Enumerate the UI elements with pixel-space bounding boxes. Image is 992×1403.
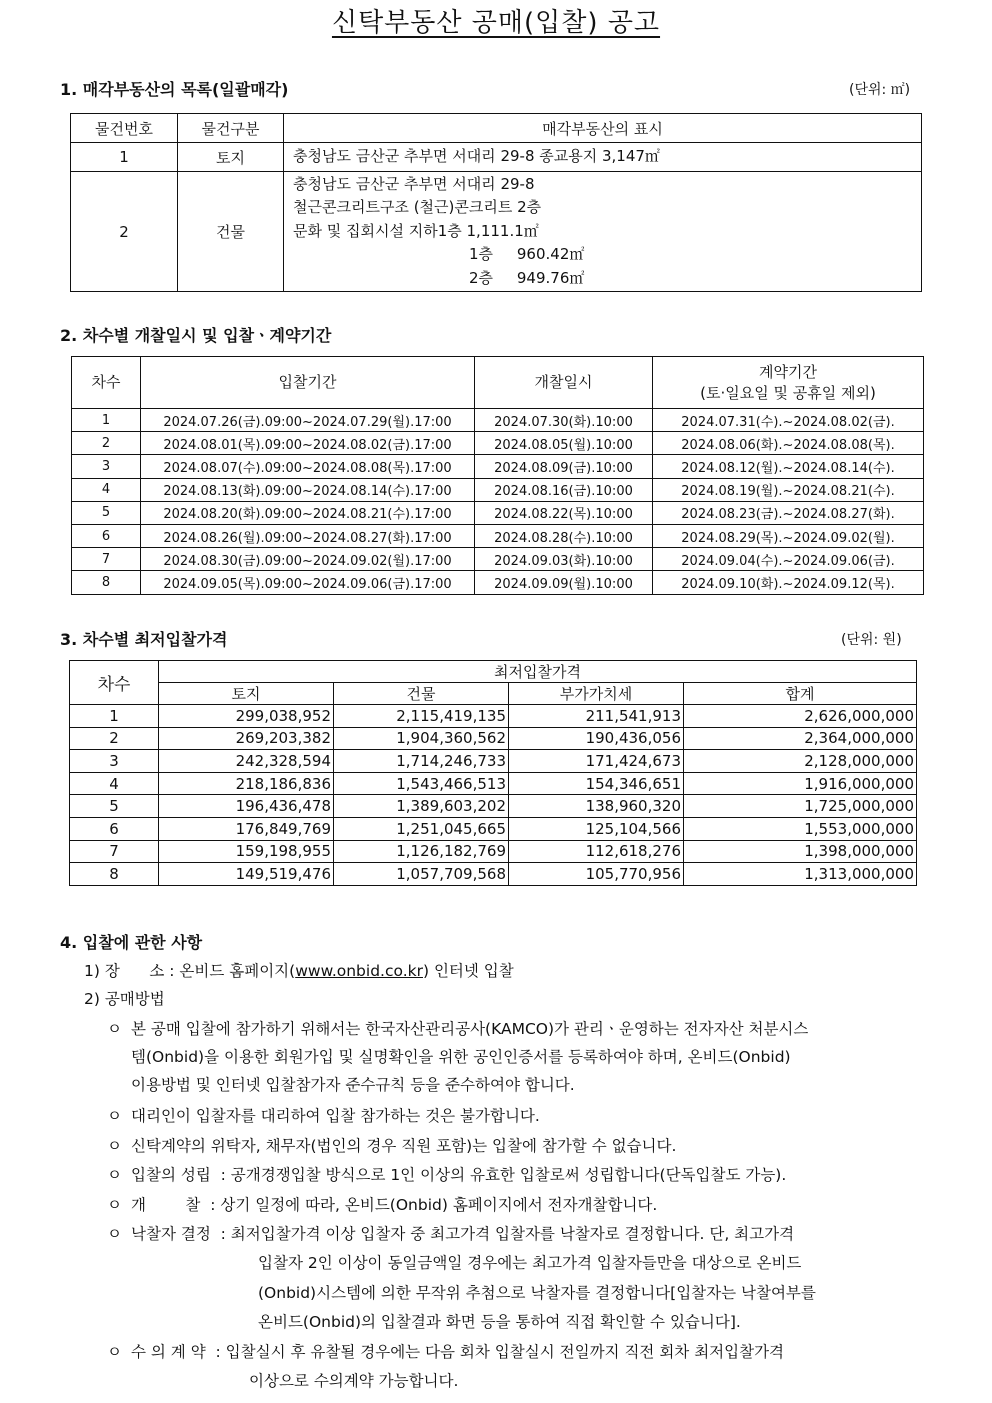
land-price-cell: 218,186,836: [159, 772, 334, 795]
rule-line: 수 의 계 약 : 입찰실시 후 유찰될 경우에는 다음 회차 입찰실시 전일까지 직전 회차 최저입찰가격: [131, 1343, 785, 1361]
total-cell: 1,553,000,000: [684, 817, 917, 840]
vat-cell: 190,436,056: [509, 727, 684, 750]
bid-location: [84, 959, 514, 981]
rule-line: 본 공매 입찰에 참가하기 위해서는 한국자산관리공사(KAMCO)가 관리ㆍ운영하는 전자자산 처분시스: [131, 1020, 809, 1038]
bullet: ㅇ: [107, 1225, 122, 1243]
table-row: [70, 795, 917, 818]
section3-heading: 3. 차수별 최저입찰가격: [60, 630, 228, 649]
header-bid-period: 입찰기간: [141, 357, 475, 409]
bid-period-cell: 2024.08.20(화).09:00~2024.08.21(수).17:00: [141, 501, 475, 524]
rule-line: 온비드(Onbid)의 입찰결과 화면 등을 통하여 직접 확인할 수 있습니다].: [258, 1313, 741, 1331]
table-row: [70, 840, 917, 863]
contract-period-cell: 2024.07.31(수).~2024.08.02(금).: [653, 409, 924, 432]
table-row: [72, 571, 924, 594]
vat-cell: 154,346,651: [509, 772, 684, 795]
table-row: [72, 501, 924, 524]
opening-cell: 2024.08.16(금).10:00: [475, 478, 653, 501]
header-building: 건물: [334, 683, 509, 705]
header-item-desc: 매각부동산의 표시: [284, 114, 922, 143]
price-table-subheader: [70, 683, 917, 705]
rule-line: 입찰의 성립 : 공개경쟁입찰 방식으로 1인 이상의 유효한 입찰로써 성립합니다(단독입찰도 가능).: [131, 1166, 787, 1184]
desc-line: 철근콘크리트구조 (철근)콘크리트 2층: [293, 198, 542, 217]
bid-period-cell: 2024.08.01(목).09:00~2024.08.02(금).17:00: [141, 432, 475, 455]
opening-cell: 2024.08.28(수).10:00: [475, 524, 653, 547]
opening-cell: 2024.09.03(화).10:00: [475, 548, 653, 571]
item-desc: [284, 143, 922, 172]
table-row: [70, 863, 917, 886]
total-cell: 1,725,000,000: [684, 795, 917, 818]
rule-line: 템(Onbid)을 이용한 회원가입 및 실명확인을 위한 공인인증서를 등록하여야 하며, 온비드(Onbid): [131, 1048, 791, 1066]
desc-line: 2층 949.76㎡: [469, 268, 585, 287]
building-price-cell: 2,115,419,135: [334, 705, 509, 728]
price-table-header: [70, 661, 917, 683]
property-table-header: [71, 114, 922, 143]
round-cell: 5: [72, 501, 141, 524]
round-cell: 8: [72, 571, 141, 594]
round-cell: 3: [70, 750, 159, 773]
contract-period-cell: 2024.08.06(화).~2024.08.08(목).: [653, 432, 924, 455]
bullet: ㅇ: [107, 1137, 122, 1155]
table-row: [72, 548, 924, 571]
property-table: [70, 113, 922, 292]
opening-cell: 2024.08.09(금).10:00: [475, 455, 653, 478]
vat-cell: 105,770,956: [509, 863, 684, 886]
building-price-cell: 1,251,045,665: [334, 817, 509, 840]
table-row: [70, 705, 917, 728]
bullet: ㅇ: [107, 1107, 122, 1125]
section1-unit: (단위: ㎡): [849, 82, 911, 98]
opening-cell: 2024.07.30(화).10:00: [475, 409, 653, 432]
opening-cell: 2024.08.22(목).10:00: [475, 501, 653, 524]
vat-cell: 211,541,913: [509, 705, 684, 728]
vat-cell: 112,618,276: [509, 840, 684, 863]
land-price-cell: 196,436,478: [159, 795, 334, 818]
total-cell: 2,364,000,000: [684, 727, 917, 750]
rule-line: 입찰자 2인 이상이 동일금액일 경우에는 최고가격 입찰자들만을 대상으로 온비드: [258, 1254, 802, 1272]
item-desc: [284, 172, 922, 292]
table-row: [72, 455, 924, 478]
rule-line: (Onbid)시스템에 의한 무작위 추첨으로 낙찰자를 결정합니다[입찰자는 낙찰여부를: [258, 1284, 816, 1302]
total-cell: 1,313,000,000: [684, 863, 917, 886]
bullet: ㅇ: [107, 1020, 122, 1038]
round-cell: 2: [70, 727, 159, 750]
building-price-cell: 1,057,709,568: [334, 863, 509, 886]
round-cell: 3: [72, 455, 141, 478]
contract-period-cell: 2024.09.04(수).~2024.09.06(금).: [653, 548, 924, 571]
header-round: 차수: [70, 661, 159, 705]
table-row: [71, 172, 922, 292]
building-price-cell: 1,543,466,513: [334, 772, 509, 795]
round-cell: 7: [72, 548, 141, 571]
price-table: [69, 660, 917, 886]
bullet: ㅇ: [107, 1343, 122, 1361]
round-cell: 1: [70, 705, 159, 728]
header-item-type: 물건구분: [178, 114, 284, 143]
vat-cell: 171,424,673: [509, 750, 684, 773]
desc-line: 문화 및 집회시설 지하1층 1,111.1㎡: [293, 221, 539, 240]
item-no: 2: [71, 172, 178, 292]
land-price-cell: 242,328,594: [159, 750, 334, 773]
desc-line: 충청남도 금산군 추부면 서대리 29-8 종교용지 3,147㎡: [293, 147, 660, 166]
bid-period-cell: 2024.08.30(금).09:00~2024.09.02(월).17:00: [141, 548, 475, 571]
bid-location-label: 1) 장 소 : 온비드 홈페이지(: [84, 962, 296, 980]
header-total: 합계: [684, 683, 917, 705]
round-cell: 6: [70, 817, 159, 840]
opening-cell: 2024.08.05(월).10:00: [475, 432, 653, 455]
bid-period-cell: 2024.08.13(화).09:00~2024.08.14(수).17:00: [141, 478, 475, 501]
contract-period-cell: 2024.08.23(금).~2024.08.27(화).: [653, 501, 924, 524]
header-vat: 부가가치세: [509, 683, 684, 705]
table-row: [70, 727, 917, 750]
rule-line: 이용방법 및 인터넷 입찰참가자 준수규칙 등을 준수하여야 합니다.: [131, 1076, 575, 1094]
table-row: [70, 772, 917, 795]
rule-line: 신탁계약의 위탁자, 채무자(법인의 경우 직원 포함)는 입찰에 참가할 수 없습니다.: [131, 1137, 677, 1155]
rule-line: 대리인이 입찰자를 대리하여 입찰 참가하는 것은 불가합니다.: [131, 1107, 540, 1125]
header-contract-period: [653, 357, 924, 409]
building-price-cell: 1,904,360,562: [334, 727, 509, 750]
page-title: 신탁부동산 공매(입찰) 공고: [331, 8, 661, 38]
total-cell: 1,916,000,000: [684, 772, 917, 795]
round-cell: 8: [70, 863, 159, 886]
round-cell: 4: [72, 478, 141, 501]
schedule-table-header: [72, 357, 924, 409]
round-cell: 1: [72, 409, 141, 432]
contract-period-cell: 2024.08.12(월).~2024.08.14(수).: [653, 455, 924, 478]
land-price-cell: 176,849,769: [159, 817, 334, 840]
contract-period-cell: 2024.08.19(월).~2024.08.21(수).: [653, 478, 924, 501]
vat-cell: 138,960,320: [509, 795, 684, 818]
bid-period-cell: 2024.08.07(수).09:00~2024.08.08(목).17:00: [141, 455, 475, 478]
table-row: [72, 478, 924, 501]
rule-line: 이상으로 수의계약 가능합니다.: [249, 1372, 459, 1390]
item-type: 토지: [178, 143, 284, 172]
schedule-table: [71, 356, 924, 595]
building-price-cell: 1,126,182,769: [334, 840, 509, 863]
round-cell: 2: [72, 432, 141, 455]
round-cell: 4: [70, 772, 159, 795]
item-type: 건물: [178, 172, 284, 292]
land-price-cell: 149,519,476: [159, 863, 334, 886]
total-cell: 1,398,000,000: [684, 840, 917, 863]
header-opening: 개찰일시: [475, 357, 653, 409]
table-row: [72, 409, 924, 432]
contract-period-label: 계약기간: [759, 362, 817, 381]
header-item-no: 물건번호: [71, 114, 178, 143]
section4-heading: 4. 입찰에 관한 사항: [60, 933, 203, 952]
header-land: 토지: [159, 683, 334, 705]
vat-cell: 125,104,566: [509, 817, 684, 840]
rule-line: 개 찰 : 상기 일정에 따라, 온비드(Onbid) 홈페이지에서 전자개찰합니다.: [131, 1196, 658, 1214]
building-price-cell: 1,389,603,202: [334, 795, 509, 818]
section1-heading: 1. 매각부동산의 목록(일괄매각): [60, 80, 289, 99]
bid-location-suffix: ) 인터넷 입찰: [422, 962, 514, 980]
header-min-price: 최저입찰가격: [159, 661, 917, 683]
table-row: [72, 524, 924, 547]
desc-line: 1층 960.42㎡: [469, 245, 585, 264]
bullet: ㅇ: [107, 1166, 122, 1184]
round-cell: 7: [70, 840, 159, 863]
opening-cell: 2024.09.09(월).10:00: [475, 571, 653, 594]
bid-period-cell: 2024.07.26(금).09:00~2024.07.29(월).17:00: [141, 409, 475, 432]
rule-line: 낙찰자 결정 : 최저입찰가격 이상 입찰자 중 최고가격 입찰자를 낙찰자로 결정합니다. 단, 최고가격: [131, 1225, 795, 1243]
bullet: ㅇ: [107, 1196, 122, 1214]
table-row: [71, 143, 922, 172]
contract-period-note: (토·일요일 및 공휴일 제외): [700, 383, 876, 402]
section3-unit: (단위: 원): [841, 632, 902, 648]
onbid-link[interactable]: www.onbid.co.kr: [295, 962, 423, 980]
section2-heading: 2. 차수별 개찰일시 및 입찰ㆍ계약기간: [60, 326, 332, 345]
total-cell: 2,128,000,000: [684, 750, 917, 773]
round-cell: 6: [72, 524, 141, 547]
table-row: [72, 432, 924, 455]
building-price-cell: 1,714,246,733: [334, 750, 509, 773]
total-cell: 2,626,000,000: [684, 705, 917, 728]
bid-period-cell: 2024.08.26(월).09:00~2024.08.27(화).17:00: [141, 524, 475, 547]
land-price-cell: 299,038,952: [159, 705, 334, 728]
bid-period-cell: 2024.09.05(목).09:00~2024.09.06(금).17:00: [141, 571, 475, 594]
contract-period-cell: 2024.09.10(화).~2024.09.12(목).: [653, 571, 924, 594]
land-price-cell: 269,203,382: [159, 727, 334, 750]
table-row: [70, 750, 917, 773]
item-no: 1: [71, 143, 178, 172]
contract-period-cell: 2024.08.29(목).~2024.09.02(월).: [653, 524, 924, 547]
desc-line: 충청남도 금산군 추부면 서대리 29-8: [293, 174, 535, 193]
round-cell: 5: [70, 795, 159, 818]
land-price-cell: 159,198,955: [159, 840, 334, 863]
header-round: 차수: [72, 357, 141, 409]
auction-method-heading: 2) 공매방법: [84, 990, 165, 1008]
table-row: [70, 817, 917, 840]
